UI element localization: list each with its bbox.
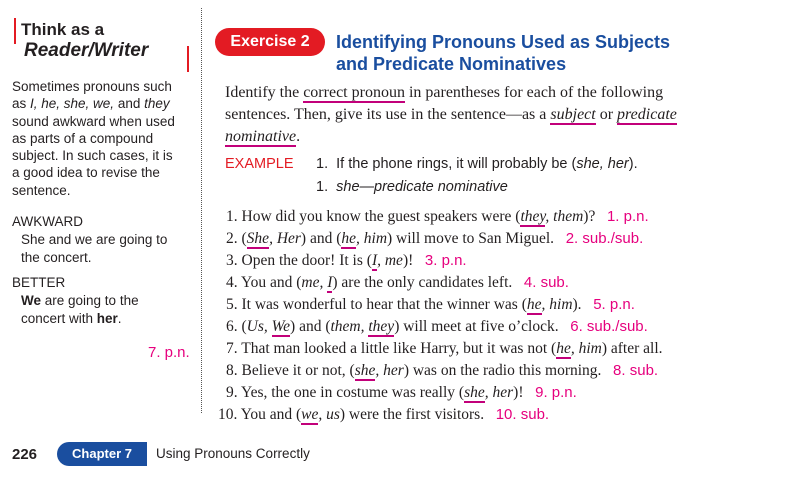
page-number: 226 bbox=[12, 446, 38, 463]
exercise-badge: Exercise 2 bbox=[215, 28, 325, 56]
exercise-item-7: 7. That man looked a little like Harry, but it was not (he, him) after all. bbox=[226, 340, 663, 357]
exercise-item-5: 5. It was wonderful to hear that the winner was (he, him). 5. p.n. bbox=[226, 296, 635, 313]
sidebar-heading-line2: Reader/Writer bbox=[24, 40, 149, 61]
sidebar-paragraph: Sometimes pronouns such as I, he, she, we, and they sound awkward when used as parts of a compound subject. In such cases, it is a good idea to revise the sentence. bbox=[12, 79, 175, 198]
exercise-instructions: Identify the correct pronoun in parentheses for each of the following sentences. Then, give its use in the sentence—as a subject or predicate nominative. bbox=[225, 84, 677, 145]
sidebar-heading-line1: Think as a bbox=[21, 20, 105, 39]
exercise-item-9: 9. Yes, the one in costume was really (she, her)! 9. p.n. bbox=[226, 384, 577, 401]
sidebar-awkward-line1: She and we are going to bbox=[21, 232, 168, 247]
example-label: EXAMPLE bbox=[225, 156, 294, 172]
column-divider bbox=[201, 8, 202, 413]
sidebar-better-label: BETTER bbox=[12, 275, 66, 290]
sidebar-awkward-label: AWKWARD bbox=[12, 214, 83, 229]
exercise-item-3: 3. Open the door! It is (I, me)! 3. p.n. bbox=[226, 252, 467, 269]
sidebar-better-line1: We are going to the bbox=[21, 293, 139, 308]
sidebar-accent-bar bbox=[14, 18, 16, 44]
sidebar-awkward-line2: the concert. bbox=[21, 250, 92, 265]
exercise-item-10: 10. You and (we, us) were the first visitors. 10. sub. bbox=[218, 406, 550, 423]
exercise-item-1: 1. How did you know the guest speakers were (they, them)? 1. p.n. bbox=[226, 208, 649, 225]
example-question: 1. If the phone rings, it will probably be (she, her). bbox=[316, 156, 638, 172]
sidebar-accent-bar-right bbox=[187, 46, 189, 72]
exercise-item-2: 2. (She, Her) and (he, him) will move to San Miguel. 2. sub./sub. bbox=[226, 230, 644, 247]
example-answer: 1. she—predicate nominative bbox=[316, 179, 508, 195]
exercise-item-8: 8. Believe it or not, (she, her) was on the radio this morning. 8. sub. bbox=[226, 362, 659, 379]
chapter-tab: Chapter 7 bbox=[57, 442, 147, 466]
exercise-item-4: 4. You and (me, I) are the only candidates left. 4. sub. bbox=[226, 274, 569, 291]
chapter-title: Using Pronouns Correctly bbox=[156, 446, 310, 461]
exercise-item-6: 6. (Us, We) and (them, they) will meet at five o’clock. 6. sub./sub. bbox=[226, 318, 648, 335]
sidebar-better-line2: concert with her. bbox=[21, 311, 122, 326]
exercise-title: Identifying Pronouns Used as Subjects and Predicate Nominatives bbox=[336, 32, 671, 74]
margin-answer-7: 7. p.n. bbox=[148, 344, 190, 361]
